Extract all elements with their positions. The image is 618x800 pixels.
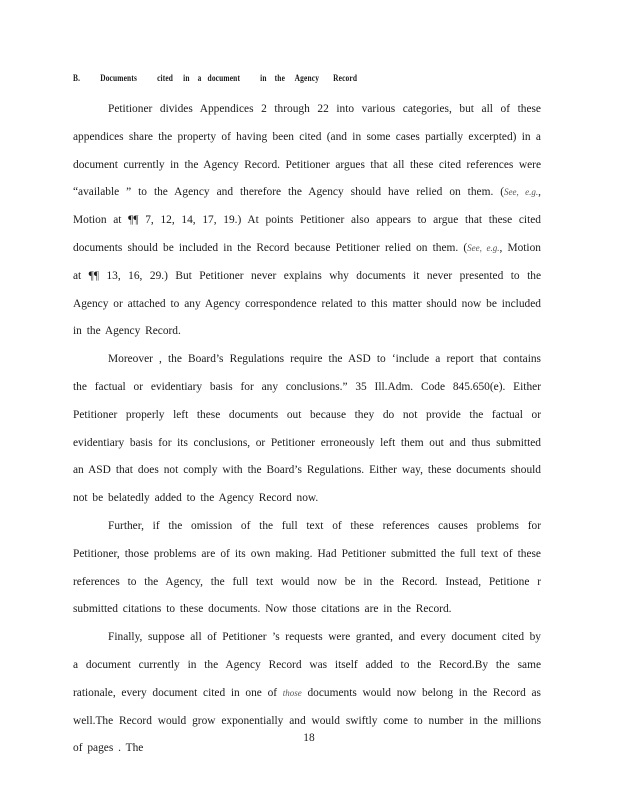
paragraph-1-text-middle: , Motion at ¶¶ 7, 12, 14, 17, 19.) At points Petitioner also appears to argue that these cited documents should be included in the Record because Petitioner relied on them. ( (73, 186, 541, 254)
citation-signal: See, e.g. (467, 242, 500, 253)
section-heading: B. Documents cited in a document in the Agency Record (73, 74, 358, 84)
page-number: 18 (303, 732, 315, 744)
paragraph-1-text-after: , Motion at ¶¶ 13, 16, 29.) But Petitioner never explains why documents it never presented to the Agency or attached to any Agency correspondence related to this matter should now be included in the Agency Record. (73, 241, 541, 338)
paragraph-2: Moreover , the Board’s Regulations require the ASD to ‘include a report that contains the factual or evidentiary basis for any conclusions.” 35 Ill.Adm. Code 845.650(e). Either Petitioner properly left these documents out because they do not provide the factual or evidentiary basis for its conclusions, or Petitioner erroneously left them out and thus submitted an ASD that does not comply with the Board’s Regulations. Either way, these documents should not be belatedly added to the Agency Record now. (73, 353, 541, 505)
paragraph-4-text-before: Finally, suppose all of Petitioner ’s requests were granted, and every document cited by a document currently in the Agency Record was itself added to the Record.By the same rationale, every document cited in one of (73, 631, 541, 699)
document-body (73, 96, 541, 763)
emphasized-word: those (282, 687, 302, 698)
paragraph-1 (73, 96, 541, 346)
paragraph-4-text-after: documents would now belong in the Record as well.The Record would grow exponentially and would swiftly come to number in the millions of pages . The (73, 686, 541, 755)
paragraph-1-text-before: Petitioner divides Appendices 2 through 22 into various categories, but all of these appendices share the property of having been cited (and in some cases partially excerpted) in a document currently in the Agency Record. Petitioner argues that all these cited references were “available ” to the Agency and therefore the Agency should have relied on them. ( (73, 103, 541, 199)
citation-signal: See, e.g. (504, 187, 539, 198)
paragraph-3: Further, if the omission of the full text of these references causes problems for Petitioner, those problems are of its own making. Had Petitioner submitted the full text of these references to the Agency, the full text would now be in the Record. Instead, Petitione r submitted citations to these documents. Now those citations are in the Record. (73, 519, 541, 616)
